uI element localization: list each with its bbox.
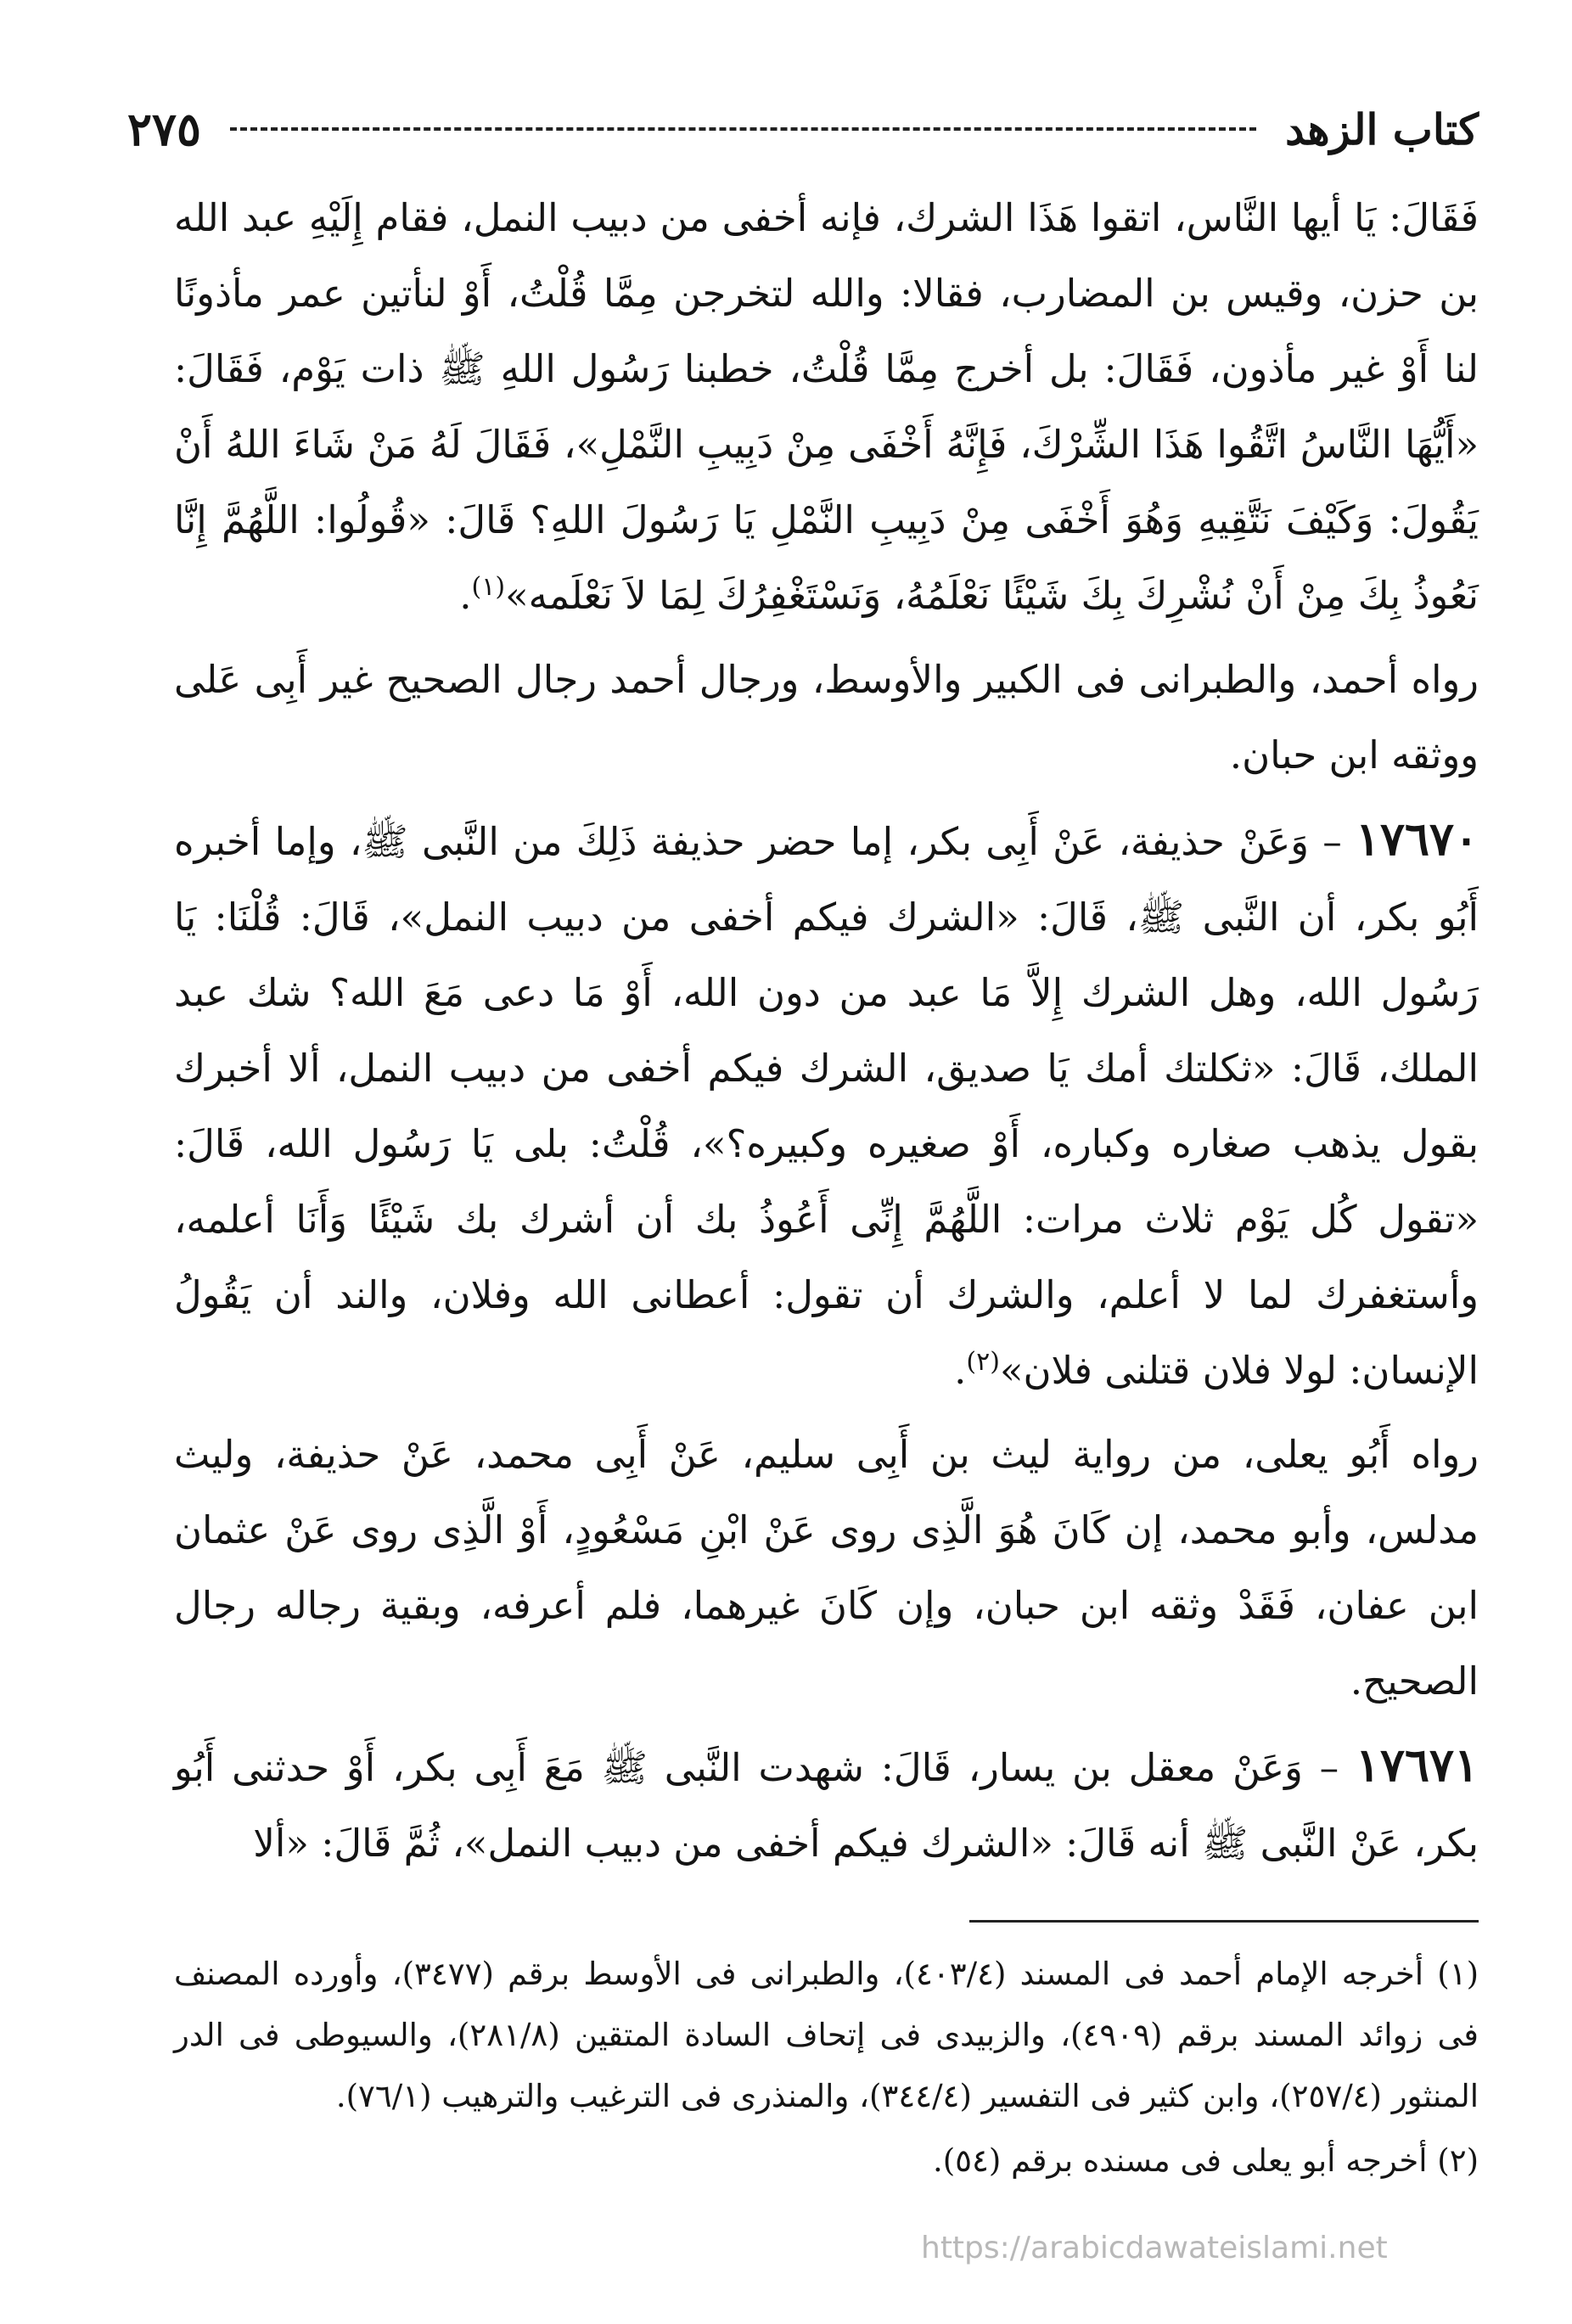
hadith-text: – وَعَنْ حذيفة، عَنْ أَبِى بكر، إما حضر حذيفة ذَلِكَ من النَّبى ﷺ، وإما أخبره أَبُو بكر، أن النَّبى ﷺ، قَالَ: «الشرك فيكم أخفى من دبيب النمل»، قَالَ: قُلْنَا: يَا رَسُول الله، وهل الشرك إِلاَّ مَا عبد من دون الله، أَوْ مَا دعى مَعَ الله؟ شك عبد الملك، قَالَ: «ثكلتك أمك يَا صديق، الشرك فيكم أخفى من دبيب النمل، ألا أخبرك بقول يذهب صغاره وكباره، أَوْ صغيره وكبيره؟»، قُلْتُ: بلى يَا رَسُول الله، قَالَ: «تقول كُل يَوْم ثلاث مرات: اللَّهُمَّ إِنِّى أَعُوذُ بك أن أشرك بك شَيْئًا وَأَنَا أعلمه، وأستغفرك لما لا أعلم، والشرك أن تقول: أعطانى الله وفلان، والند أن يَقُولُ الإنسان: لولا فلان قتلنى فلان» (174, 819, 1479, 1393)
paragraph-text: رواه أَبُو يعلى، من رواية ليث بن أَبِى سليم، عَنْ أَبِى محمد، عَنْ حذيفة، وليث مدلس، وأبو محمد، إن كَانَ هُوَ الَّذِى روى عَنْ ابْنِ مَسْعُودٍ، أَوْ الَّذِى روى عَنْ عثمان ابن عفان، فَقَدْ وثقه ابن حبان، وإن كَانَ غيرهما، فلم أعرفه، وبقية رجاله رجال الصحيح. (174, 1432, 1479, 1704)
hadith-number: ١٧٦٧١ (1355, 1737, 1479, 1792)
footnote-separator (969, 1920, 1479, 1923)
paragraph-end: . (954, 1348, 967, 1393)
paragraph (174, 180, 1479, 633)
paragraph (174, 642, 1479, 793)
paragraph (174, 1417, 1479, 1719)
header-rule (230, 127, 1256, 131)
main-text (174, 180, 1479, 1889)
footnote-2: (٢) أخرجه أبو يعلى فى مسنده برقم (٥٤). (932, 2142, 1479, 2179)
paragraph-end: . (459, 573, 472, 618)
footnotes (174, 1944, 1479, 2195)
hadith-17671 (174, 1727, 1479, 1881)
footnote-ref-1: (١) (471, 572, 506, 602)
footnote-ref-2: (٢) (966, 1347, 1000, 1377)
footnote-1: (١) أخرجه الإمام أحمد فى المسند (٤٠٣/٤)، والطبرانى فى الأوسط برقم (٣٤٧٧)، وأورده المصنف فى زوائد المسند برقم (٤٩٠٩)، والزبيدى فى إتحاف السادة المتقين (٢٨١/٨)، والسيوطى فى الدر المنثور (٢٥٧/٤)، وابن كثير فى التفسير (٣٤٤/٤)، والمنذرى فى الترغيب والترهيب (٧٦/١). (174, 1956, 1479, 2114)
watermark-url: https://arabicdawateislami.net (921, 2231, 1388, 2265)
hadith-number: ١٧٦٧٠ (1355, 811, 1479, 866)
page-number: ٢٧٥ (127, 102, 202, 156)
hadith-text: – وَعَنْ معقل بن يسار، قَالَ: شهدت النَّبى ﷺ مَعَ أَبِى بكر، أَوْ حدثنى أَبُو بكر، عَنْ النَّبى ﷺ أنه قَالَ: «الشرك فيكم أخفى من دبيب النمل»، ثُمَّ قَالَ: «ألا (174, 1745, 1479, 1866)
paragraph-text: فَقَالَ: يَا أيها النَّاس، اتقوا هَذَا الشرك، فإنه أخفى من دبيب النمل، فقام إِلَيْهِ عبد الله بن حزن، وقيس بن المضارب، فقالا: والله لتخرجن مِمَّا قُلْتُ، أَوْ لنأتين عمر مأذونًا لنا أَوْ غير مأذون، فَقَالَ: بل أخرج مِمَّا قُلْتُ، خطبنا رَسُول اللهِ ﷺ ذات يَوْم، فَقَالَ: «أَيُّهَا النَّاسُ اتَّقُوا هَذَا الشِّرْكَ، فَإِنَّهُ أَخْفَى مِنْ دَبِيبِ النَّمْلِ»، فَقَالَ لَهُ مَنْ شَاءَ اللهُ أَنْ يَقُولَ: وَكَيْفَ نَتَّقِيهِ وَهُوَ أَخْفَى مِنْ دَبِيبِ النَّمْلِ يَا رَسُولَ اللهِ؟ قَالَ: «قُولُوا: اللَّهُمَّ إِنَّا نَعُوذُ بِكَ مِنْ أَنْ نُشْرِكَ بِكَ شَيْئًا نَعْلَمُهُ، وَنَسْتَغْفِرُكَ لِمَا لاَ نَعْلَمه» (174, 195, 1479, 618)
paragraph-text: رواه أحمد، والطبرانى فى الكبير والأوسط، ورجال أحمد رجال الصحيح غير أَبِى عَلى ووثقه ابن حبان. (174, 657, 1479, 777)
page-header (127, 95, 1479, 163)
hadith-17670 (174, 801, 1479, 1408)
running-title: كتاب الزهد (1285, 104, 1479, 154)
